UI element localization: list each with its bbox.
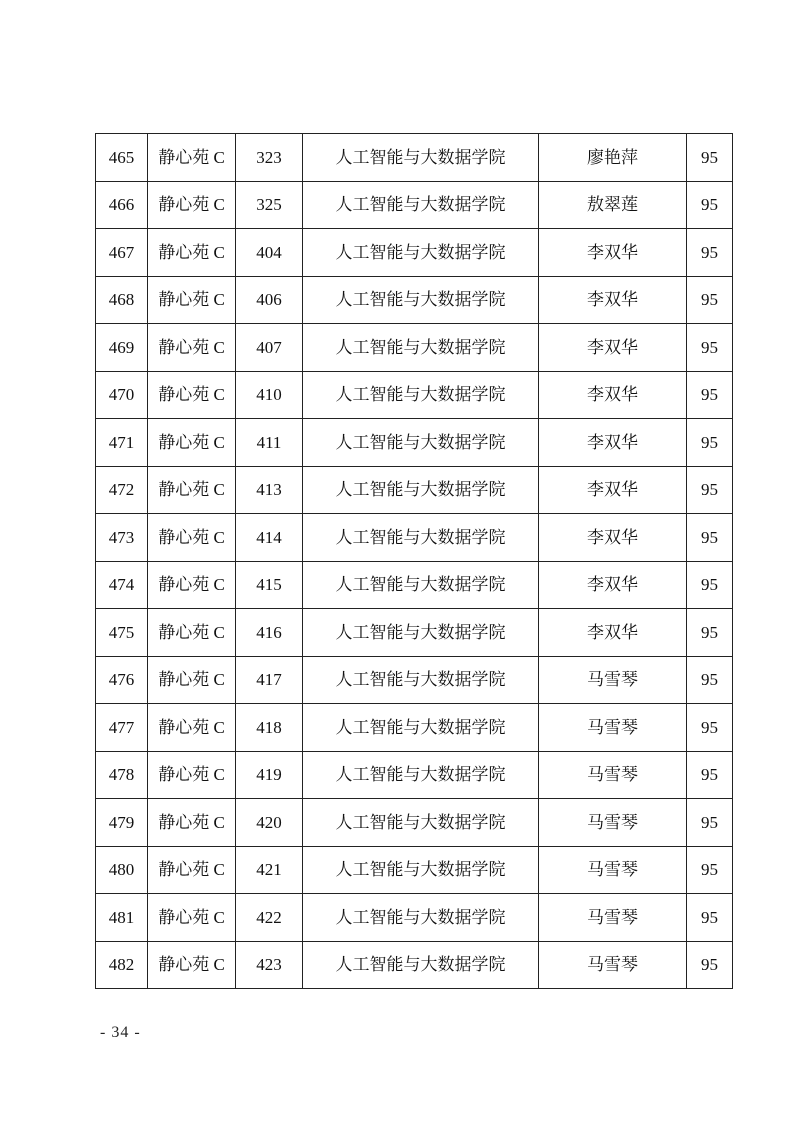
cell-room-number: 404 — [236, 229, 303, 277]
cell-score: 95 — [687, 561, 733, 609]
cell-room-number: 411 — [236, 419, 303, 467]
cell-room-number: 406 — [236, 276, 303, 324]
cell-score: 95 — [687, 751, 733, 799]
cell-row-number: 479 — [96, 799, 148, 847]
cell-building: 静心苑 C — [148, 371, 236, 419]
cell-college: 人工智能与大数据学院 — [303, 466, 539, 514]
cell-building: 静心苑 C — [148, 276, 236, 324]
cell-inspector-name: 敖翠莲 — [539, 181, 687, 229]
cell-inspector-name: 马雪琴 — [539, 656, 687, 704]
cell-college: 人工智能与大数据学院 — [303, 846, 539, 894]
cell-building: 静心苑 C — [148, 466, 236, 514]
cell-college: 人工智能与大数据学院 — [303, 229, 539, 277]
cell-college: 人工智能与大数据学院 — [303, 561, 539, 609]
cell-score: 95 — [687, 941, 733, 989]
cell-college: 人工智能与大数据学院 — [303, 371, 539, 419]
cell-room-number: 413 — [236, 466, 303, 514]
cell-row-number: 478 — [96, 751, 148, 799]
cell-building: 静心苑 C — [148, 894, 236, 942]
cell-college: 人工智能与大数据学院 — [303, 941, 539, 989]
cell-row-number: 467 — [96, 229, 148, 277]
table-row — [96, 894, 733, 942]
cell-room-number: 420 — [236, 799, 303, 847]
table-row — [96, 846, 733, 894]
cell-inspector-name: 李双华 — [539, 419, 687, 467]
cell-college: 人工智能与大数据学院 — [303, 704, 539, 752]
cell-building: 静心苑 C — [148, 134, 236, 182]
table-row — [96, 466, 733, 514]
table-row — [96, 561, 733, 609]
cell-inspector-name: 李双华 — [539, 371, 687, 419]
cell-row-number: 480 — [96, 846, 148, 894]
cell-row-number: 472 — [96, 466, 148, 514]
cell-row-number: 469 — [96, 324, 148, 372]
table-row — [96, 656, 733, 704]
table-row — [96, 324, 733, 372]
cell-college: 人工智能与大数据学院 — [303, 181, 539, 229]
cell-row-number: 473 — [96, 514, 148, 562]
cell-row-number: 475 — [96, 609, 148, 657]
table-row — [96, 371, 733, 419]
cell-score: 95 — [687, 324, 733, 372]
cell-building: 静心苑 C — [148, 704, 236, 752]
cell-building: 静心苑 C — [148, 751, 236, 799]
table-row — [96, 751, 733, 799]
cell-room-number: 419 — [236, 751, 303, 799]
cell-score: 95 — [687, 609, 733, 657]
cell-room-number: 421 — [236, 846, 303, 894]
dormitory-score-table — [95, 133, 733, 989]
cell-score: 95 — [687, 419, 733, 467]
cell-row-number: 466 — [96, 181, 148, 229]
cell-college: 人工智能与大数据学院 — [303, 609, 539, 657]
cell-inspector-name: 马雪琴 — [539, 751, 687, 799]
cell-row-number: 470 — [96, 371, 148, 419]
cell-building: 静心苑 C — [148, 181, 236, 229]
cell-room-number: 323 — [236, 134, 303, 182]
cell-inspector-name: 李双华 — [539, 561, 687, 609]
cell-room-number: 410 — [236, 371, 303, 419]
cell-inspector-name: 马雪琴 — [539, 941, 687, 989]
table-row — [96, 609, 733, 657]
page-number: - 34 - — [100, 1024, 141, 1041]
table-row — [96, 276, 733, 324]
cell-inspector-name: 马雪琴 — [539, 894, 687, 942]
cell-inspector-name: 马雪琴 — [539, 704, 687, 752]
cell-row-number: 482 — [96, 941, 148, 989]
cell-building: 静心苑 C — [148, 609, 236, 657]
table-row — [96, 799, 733, 847]
cell-room-number: 415 — [236, 561, 303, 609]
cell-row-number: 465 — [96, 134, 148, 182]
cell-score: 95 — [687, 371, 733, 419]
cell-row-number: 468 — [96, 276, 148, 324]
table-row — [96, 134, 733, 182]
cell-score: 95 — [687, 514, 733, 562]
cell-college: 人工智能与大数据学院 — [303, 799, 539, 847]
cell-inspector-name: 李双华 — [539, 276, 687, 324]
cell-score: 95 — [687, 181, 733, 229]
cell-building: 静心苑 C — [148, 419, 236, 467]
table-row — [96, 229, 733, 277]
cell-score: 95 — [687, 894, 733, 942]
cell-room-number: 407 — [236, 324, 303, 372]
cell-room-number: 418 — [236, 704, 303, 752]
cell-building: 静心苑 C — [148, 324, 236, 372]
cell-row-number: 471 — [96, 419, 148, 467]
cell-building: 静心苑 C — [148, 941, 236, 989]
cell-college: 人工智能与大数据学院 — [303, 656, 539, 704]
cell-room-number: 423 — [236, 941, 303, 989]
cell-room-number: 325 — [236, 181, 303, 229]
cell-college: 人工智能与大数据学院 — [303, 751, 539, 799]
cell-college: 人工智能与大数据学院 — [303, 514, 539, 562]
cell-row-number: 477 — [96, 704, 148, 752]
cell-room-number: 417 — [236, 656, 303, 704]
cell-inspector-name: 李双华 — [539, 229, 687, 277]
cell-college: 人工智能与大数据学院 — [303, 324, 539, 372]
cell-score: 95 — [687, 466, 733, 514]
table-row — [96, 514, 733, 562]
cell-room-number: 422 — [236, 894, 303, 942]
cell-inspector-name: 廖艳萍 — [539, 134, 687, 182]
table-body — [96, 134, 733, 989]
cell-score: 95 — [687, 229, 733, 277]
cell-building: 静心苑 C — [148, 229, 236, 277]
cell-score: 95 — [687, 656, 733, 704]
cell-building: 静心苑 C — [148, 514, 236, 562]
table-row — [96, 704, 733, 752]
cell-score: 95 — [687, 799, 733, 847]
table-row — [96, 941, 733, 989]
cell-inspector-name: 李双华 — [539, 609, 687, 657]
cell-building: 静心苑 C — [148, 846, 236, 894]
cell-college: 人工智能与大数据学院 — [303, 419, 539, 467]
cell-inspector-name: 马雪琴 — [539, 846, 687, 894]
cell-room-number: 414 — [236, 514, 303, 562]
cell-row-number: 476 — [96, 656, 148, 704]
cell-college: 人工智能与大数据学院 — [303, 276, 539, 324]
cell-score: 95 — [687, 846, 733, 894]
cell-college: 人工智能与大数据学院 — [303, 134, 539, 182]
cell-score: 95 — [687, 134, 733, 182]
table-row — [96, 181, 733, 229]
table-row — [96, 419, 733, 467]
cell-score: 95 — [687, 704, 733, 752]
cell-inspector-name: 李双华 — [539, 466, 687, 514]
cell-building: 静心苑 C — [148, 799, 236, 847]
cell-inspector-name: 马雪琴 — [539, 799, 687, 847]
cell-inspector-name: 李双华 — [539, 514, 687, 562]
cell-room-number: 416 — [236, 609, 303, 657]
cell-building: 静心苑 C — [148, 561, 236, 609]
cell-row-number: 474 — [96, 561, 148, 609]
cell-score: 95 — [687, 276, 733, 324]
cell-building: 静心苑 C — [148, 656, 236, 704]
cell-row-number: 481 — [96, 894, 148, 942]
cell-college: 人工智能与大数据学院 — [303, 894, 539, 942]
cell-inspector-name: 李双华 — [539, 324, 687, 372]
